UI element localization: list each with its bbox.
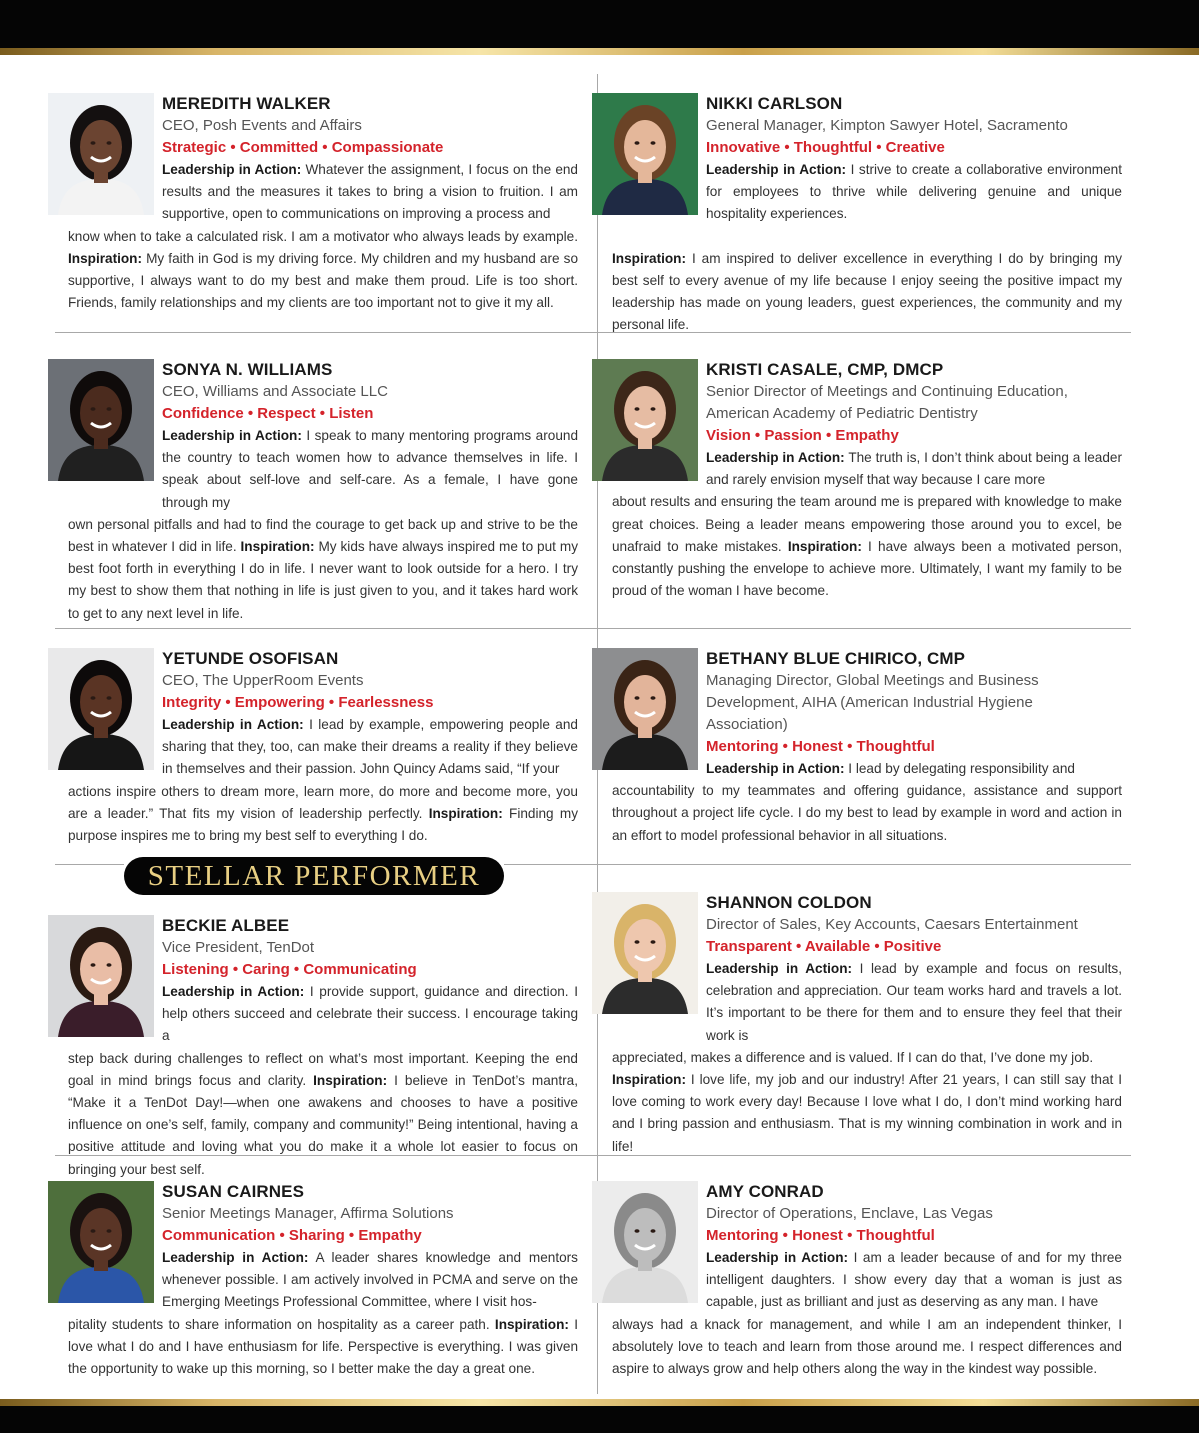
body-paragraph [612,1314,1122,1381]
row-divider [55,332,597,333]
eye-right [107,696,112,700]
leadership-text: The truth is, I don’t think about being a leader and rarely envision myself that way because I care more [706,450,1122,488]
inspiration-text: My faith in God is my driving force. My children and my husband are so supportive, I always want to do my best and make them proud. Life is too short. Friends, family relationships and my clients are too important not to give it my all. [68,250,578,311]
profile-traits: Transparent • Available • Positive [706,938,942,955]
leadership-separator: : [299,984,305,999]
profile-header [706,648,1122,758]
body-paragraph [612,780,1122,847]
headshot-photo [592,892,698,1014]
profile-card [612,648,1122,847]
body-paragraph [612,491,1122,602]
headshot-photo [592,93,698,215]
eye-right [107,407,112,411]
stellar-performer-badge [124,857,504,895]
leadership-paragraph [162,159,578,226]
profile-role: CEO, Posh Events and Affairs [162,117,362,134]
leadership-separator: : [841,162,847,177]
profile-card [612,93,1122,337]
headshot-photo [48,359,154,481]
inspiration-separator: : [681,250,687,266]
inspiration-label: Inspiration [494,1316,565,1332]
body-paragraph [68,781,578,848]
profile-header [706,892,1122,958]
inspiration-text: I believe in TenDot’s mantra, “Make it a TenDot Day!—when one awakens and chooses to have a positive influence on one’s self, family, company and community!” Being intentional, having a positive attitude and loving what you do make it a whole lot easier to focus on bringing your best self. [68,1072,579,1177]
row-divider [55,628,597,629]
leadership-text: I speak to many mentoring programs around the country to teach women how to advance themselves in life. I speak about self-love and self-care. As a female, I have gone through my [162,428,579,510]
profile-name: SHANNON COLDON [706,893,872,912]
inspiration-label: Inspiration [612,1072,682,1088]
leadership-label: Leadership in Action [162,717,300,732]
profile-name: BECKIE ALBEE [162,916,290,935]
profile-card [612,1181,1122,1380]
row-divider [598,628,1131,629]
leadership-separator: : [840,450,845,465]
eye-right [651,141,656,145]
profile-traits: Innovative • Thoughtful • Creative [706,139,945,156]
profile-header [706,93,1122,159]
profile-traits: Mentoring • Honest • Thoughtful [706,1227,935,1244]
leadership-continued: step back during challenges to reflect on what’s most important. Keeping the end goal in mind brings focus and clarity. [68,1050,578,1088]
body-paragraph [612,1047,1122,1158]
leadership-label: Leadership in Action [162,162,297,177]
leadership-paragraph [162,425,578,514]
profile-header [706,1181,1122,1247]
eye-right [651,407,656,411]
headshot-photo [48,1181,154,1303]
profile-traits: Strategic • Committed • Compassionate [162,139,444,156]
profile-name: SUSAN CAIRNES [162,1182,305,1201]
profile-card [68,93,578,314]
top-gold-rule [0,48,1199,55]
inspiration-text: Finding my purpose inspires me to bring my best self to everything I do. [68,805,578,844]
inspiration-label: Inspiration [68,250,138,266]
leadership-continued: about results and ensuring the team around me is prepared with knowledge to make great choices. Being a leader means empowering those around you to excel, be unafraid to make mistakes. [612,494,1122,554]
leadership-text: Whatever the assignment, I focus on the end results and the measures it takes to bring a vision to fruition. I am supportive, open to communications on improving a process and [162,162,578,222]
leadership-label: Leadership in Action [706,1250,844,1265]
profile-header [162,648,578,714]
profile-traits: Listening • Caring • Communicating [162,961,417,978]
inspiration-separator: : [137,250,143,266]
face [80,386,122,440]
headshot-photo [592,648,698,770]
face [80,675,122,729]
body-paragraph [612,226,1122,337]
eye-left [91,141,96,145]
profile-traits: Mentoring • Honest • Thoughtful [706,738,935,755]
headshot-photo [48,648,154,770]
body-paragraph [68,514,578,625]
eye-left [91,407,96,411]
leadership-text: I am a leader because of and for my three intelligent daughters. I show every day that a woman is just as capable, just as brilliant and just as deserving as any man. I have [706,1250,1122,1310]
leadership-continued: pitality students to share information on hospitality as a career path. [68,1316,490,1332]
inspiration-label: Inspiration [428,805,499,821]
profile-role: Association) [706,716,788,733]
leadership-text: I provide support, guidance and direction. I help others succeed and celebrate their success. I encourage taking a [162,984,579,1044]
eye-right [651,940,656,944]
leadership-label: Leadership in Action [706,961,848,976]
face [80,1208,122,1262]
profile-role: Senior Director of Meetings and Continuing Education, [706,383,1068,400]
profile-role: Director of Sales, Key Accounts, Caesars Entertainment [706,916,1078,933]
eye-right [107,963,112,967]
face [624,919,666,973]
profile-name: KRISTI CASALE, CMP, DMCP [706,360,944,379]
leadership-separator: : [297,428,302,443]
eye-left [635,407,640,411]
leadership-separator: : [299,717,304,732]
leadership-separator: : [303,1250,309,1265]
leadership-label: Leadership in Action [162,428,298,443]
profile-traits: Confidence • Respect • Listen [162,405,374,422]
profile-role: Director of Operations, Enclave, Las Vegas [706,1205,993,1222]
row-divider [598,864,1131,865]
leadership-text: A leader shares knowledge and mentors whenever possible. I am actively involved in PCMA and serve on the Emerging Meetings Professional Committee, where I visit hos- [162,1250,578,1310]
profile-card [68,915,578,1181]
inspiration-separator: : [564,1316,569,1332]
eye-right [651,696,656,700]
bottom-black-band [0,1406,1199,1433]
leadership-paragraph [162,981,578,1048]
row-divider [504,864,597,865]
row-divider [55,864,124,865]
face [80,120,122,174]
top-black-band [0,0,1199,48]
eye-left [635,940,640,944]
inspiration-text: My kids have always inspired me to put my best foot forth in everything I do in life. I never want to look outside for a hero. I try my best to show them that nothing in life is just given to you, and it takes hard work to get to any next level in life. [68,539,578,621]
profile-card [612,892,1122,1158]
leadership-paragraph [706,758,1122,780]
inspiration-separator: : [681,1072,687,1088]
eye-left [91,963,96,967]
eye-left [635,696,640,700]
headshot-photo [592,359,698,481]
profile-traits: Integrity • Empowering • Fearlessness [162,694,434,711]
face [80,942,122,996]
inspiration-separator: : [498,805,503,821]
profile-card [612,359,1122,602]
eye-right [107,1229,112,1233]
body-paragraph [68,1048,578,1181]
profile-name: MEREDITH WALKER [162,94,331,113]
leadership-paragraph [706,159,1122,226]
leadership-label: Leadership in Action [162,1250,304,1265]
profile-role: American Academy of Pediatric Dentistry [706,405,978,422]
leadership-continued: appreciated, makes a difference and is valued. If I can do that, I’ve done my job. [612,1049,1094,1065]
leadership-text: I lead by delegating responsibility and [848,761,1075,776]
leadership-separator: : [296,162,302,177]
inspiration-text: I am inspired to deliver excellence in everything I do by bringing my best self to every avenue of my life because I enjoy seeing the positive impact my leadership has made on young leaders, guest experiences, the community and my personal life. [612,250,1122,333]
eye-left [635,141,640,145]
profile-role: General Manager, Kimpton Sawyer Hotel, Sacramento [706,117,1068,134]
profile-role: Managing Director, Global Meetings and Business [706,672,1039,689]
face [624,386,666,440]
eye-right [651,1229,656,1233]
profile-name: BETHANY BLUE CHIRICO, CMP [706,649,966,668]
body-paragraph [68,226,578,315]
inspiration-separator: : [310,539,315,555]
headshot-photo [48,93,154,215]
eye-right [107,141,112,145]
profile-name: SONYA N. WILLIAMS [162,360,333,379]
profile-card [68,359,578,625]
face [624,120,666,174]
leadership-paragraph [706,958,1122,1047]
face [624,1208,666,1262]
inspiration-label: Inspiration [240,539,311,555]
leadership-continued: always had a knack for management, and while I am an independent thinker, I absolutely love to teach and learn from those around me. I respect differences and aspire to always grow and help others along the way in the kindest way possible. [612,1316,1122,1377]
eye-left [91,1229,96,1233]
inspiration-label: Inspiration [612,250,682,266]
leadership-text: I strive to create a collaborative environment for employees to thrive while delivering genuine and unique hospitality experiences. [706,162,1122,222]
eye-left [635,1229,640,1233]
profile-header [162,915,578,981]
eye-left [91,696,96,700]
face [624,675,666,729]
profile-role: Vice President, TenDot [162,939,315,956]
leadership-separator: : [839,761,845,776]
leadership-paragraph [706,1247,1122,1314]
profile-header [162,359,578,425]
body-paragraph [68,1314,578,1381]
inspiration-text: I have always been a motivated person, constantly pushing the envelope to achieve more. Ultimately, I want my family to be proud of the woman I have become. [612,538,1123,599]
profile-name: AMY CONRAD [706,1182,824,1201]
inspiration-separator: : [857,538,862,554]
leadership-paragraph [706,447,1122,491]
leadership-text: I lead by example, empowering people and sharing that they, too, can make their dreams a reality if they believe in themselves and their passion. John Quincy Adams said, “If your [162,717,578,777]
profile-card [68,1181,578,1380]
leadership-continued: accountability to my teammates and offering guidance, assistance and support throughout a project life cycle. I do my best to lead by example in word and action in an effort to model professional behavior in all situations. [612,783,1122,843]
leadership-label: Leadership in Action [162,984,300,999]
profile-name: NIKKI CARLSON [706,94,843,113]
profile-header [162,93,578,159]
profile-card [68,648,578,847]
profile-name: YETUNDE OSOFISAN [162,649,339,668]
leadership-continued: own personal pitfalls and had to find the courage to get back up and strive to be the best in whatever I did in life. [68,516,578,555]
profile-traits: Communication • Sharing • Empathy [162,1227,422,1244]
leadership-continued: know when to take a calculated risk. I am a motivator who always leads by example. [68,228,578,244]
profile-role: CEO, The UpperRoom Events [162,672,364,689]
profile-role: Senior Meetings Manager, Affirma Solutions [162,1205,454,1222]
leadership-paragraph [162,1247,578,1314]
inspiration-label: Inspiration [787,538,858,554]
leadership-continued: actions inspire others to dream more, learn more, do more and become more, you are a leader.” That fits my vision of leadership perfectly. [68,783,578,821]
leadership-label: Leadership in Action [706,761,840,776]
inspiration-text: I love life, my job and our industry! After 21 years, I can still say that I love coming to work every day! Because I love what I do, I don’t mind working hard and I bring passion and enthusiasm. That is my winning combination in work and in life! [612,1072,1122,1154]
leadership-separator: : [843,1250,849,1265]
profile-traits: Vision • Passion • Empathy [706,427,899,444]
profile-role: Development, AIHA (American Industrial Hygiene [706,694,1033,711]
badge-text: STELLAR PERFORMER [147,859,481,892]
headshot-photo [592,1181,698,1303]
inspiration-text: I love what I do and I have enthusiasm for life. Perspective is everything. I was given the opportunity to wake up this morning, so I better make the day a great one. [68,1316,579,1377]
inspiration-separator: : [382,1072,388,1088]
leadership-label: Leadership in Action [706,162,842,177]
leadership-separator: : [847,961,853,976]
inspiration-label: Inspiration [313,1072,383,1088]
profile-header [162,1181,578,1247]
profile-header [706,359,1122,447]
profile-role: CEO, Williams and Associate LLC [162,383,388,400]
leadership-paragraph [162,714,578,781]
headshot-photo [48,915,154,1037]
leadership-text: I lead by example and focus on results, celebration and appreciation. Our team works hard and travels a lot. It’s important to be there for them and to ensure they feel that their work is [706,961,1122,1043]
leadership-label: Leadership in Action [706,450,841,465]
